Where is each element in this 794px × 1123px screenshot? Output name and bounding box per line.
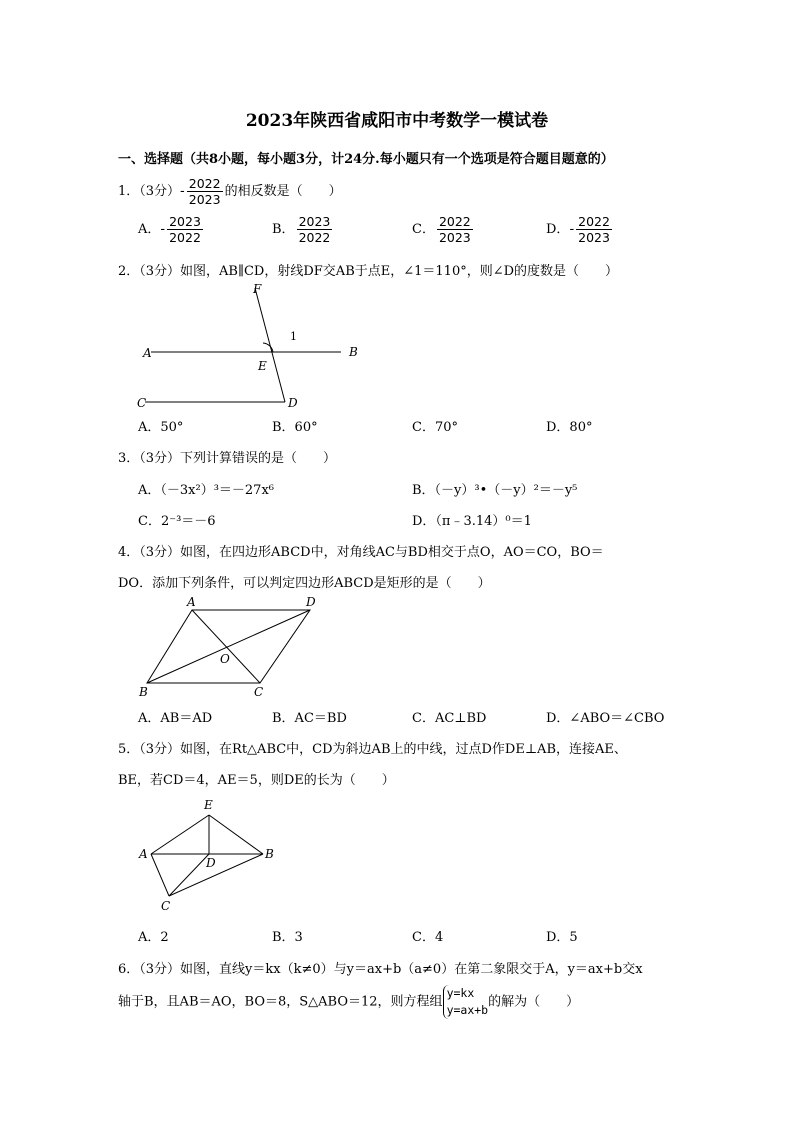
question-5-line-2: BE，若CD＝4，AE＝5，则DE的长为（ ） [118, 773, 395, 788]
label-c: C [161, 899, 171, 913]
q2-option-a: A．50° [138, 420, 184, 435]
label-o: O [220, 652, 230, 666]
q2-option-d: D．80° [546, 420, 593, 435]
question-4-line-1: 4．（3分）如图，在四边形ABCD中，对角线AC与BD相交于点O，AO＝CO，BO＝ [118, 545, 604, 560]
label-c: C [137, 396, 147, 410]
label-c: C [254, 685, 264, 699]
q2-option-c: C．70° [412, 420, 458, 435]
q5-option-b: B．3 [272, 930, 303, 945]
question-6-line-1: 6．（3分）如图，直线y＝kx（k≠0）与y＝ax+b（a≠0）在第二象限交于A，y＝ax+b交x [118, 962, 643, 977]
q1-number: 1．（3分） [118, 184, 181, 199]
question-1: 1．（3分）- $\frac{2022}{2023}$ 的相反数是（ ） [118, 176, 342, 207]
q4-option-a: A．AB＝AD [138, 711, 213, 726]
label-e: E [258, 359, 267, 373]
q1-fraction: $\frac{2022}{2023}$ [188, 176, 221, 207]
q1-text: 的相反数是（ ） [224, 184, 342, 199]
label-e: E [204, 798, 213, 812]
q4-figure [135, 592, 335, 700]
question-6-line-2: 轴于B，且AB＝AO，BO＝8，S△ABO＝12，则方程组 y=kx y=ax+b 的解为（ ） [118, 986, 580, 1017]
question-5-line-1: 5．（3分）如图，在Rt△ABC中，CD为斜边AB上的中线，过点D作DE⊥AB，连接AE、 [118, 742, 627, 757]
equation-system: y=kx y=ax+b [443, 985, 489, 1019]
label-a: A [187, 595, 196, 609]
label-angle-1: 1 [290, 330, 297, 343]
q4-option-b: B．AC＝BD [272, 711, 347, 726]
q5-option-c: C．4 [412, 930, 444, 945]
label-d: D [206, 856, 216, 870]
q1-option-d: D．- $\frac{2022}{2023}$ [546, 214, 610, 245]
label-f: F [253, 282, 262, 296]
label-d: D [306, 595, 316, 609]
q3-option-b: B．（－y）³•（－y）²＝－y⁵ [412, 483, 578, 498]
label-b: B [139, 685, 148, 699]
label-b: B [265, 847, 274, 861]
section-heading: 一、选择题（共8小题，每小题3分，计24分.每小题只有一个选项是符合题目题意的） [118, 152, 614, 167]
question-4-line-2: DO．添加下列条件，可以判定四边形ABCD是矩形的是（ ） [118, 576, 491, 591]
q4-option-c: C．AC⊥BD [412, 711, 487, 726]
q3-option-a: A．（－3x²）³＝－27x⁶ [138, 483, 274, 498]
q3-option-d: D．（π﹣3.14）⁰＝1 [412, 514, 532, 529]
label-d: D [288, 396, 298, 410]
page-title: 2023年陕西省咸阳市中考数学一模试卷 [245, 111, 549, 131]
label-a: A [139, 847, 148, 861]
q4-option-d: D．∠ABO＝∠CBO [546, 711, 665, 726]
q1-option-b: B． $\frac{2023}{2022}$ [272, 214, 331, 245]
q5-figure [135, 795, 295, 917]
question-2: 2．（3分）如图，AB∥CD，射线DF交AB于点E，∠1＝110°，则∠D的度数是（ ） [118, 264, 619, 279]
q3-option-c: C．2⁻³＝－6 [138, 514, 216, 529]
question-3: 3．（3分）下列计算错误的是（ ） [118, 451, 337, 466]
label-b: B [349, 345, 358, 359]
q1-option-a: A．- $\frac{2023}{2022}$ [138, 214, 201, 245]
q1-option-c: C． $\frac{2022}{2023}$ [412, 214, 471, 245]
q2-figure [135, 280, 375, 415]
label-a: A [143, 346, 152, 360]
q2-option-b: B．60° [272, 420, 318, 435]
q5-option-d: D．5 [546, 930, 578, 945]
q5-option-a: A．2 [138, 930, 169, 945]
